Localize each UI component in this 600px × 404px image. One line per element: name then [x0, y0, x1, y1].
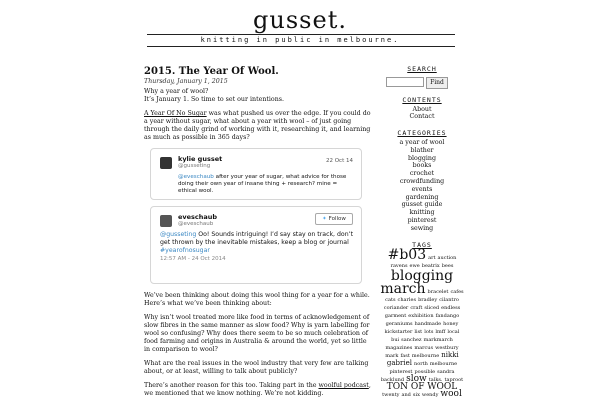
tweet-avatar[interactable] [160, 215, 172, 227]
tag-link[interactable]: bradley [418, 297, 438, 304]
category-link[interactable]: pinterest [407, 216, 437, 224]
tag-link[interactable]: possible [414, 369, 436, 376]
category-link[interactable]: crowdfunding [399, 177, 445, 185]
intro-line-2: It’s January 1. So time to set our intentions. [144, 96, 285, 103]
tag-link[interactable]: backlund [380, 377, 405, 384]
category-link[interactable]: sewing [410, 224, 434, 232]
contents-heading: CONTENTS [402, 95, 442, 104]
post-paragraph-4: What are the real issues in the wool industry that very few are talking about, or at least, willing to talk about publicly? [144, 360, 369, 375]
post-intro [144, 88, 372, 104]
tag-link[interactable]: wool [440, 389, 462, 400]
tweet-author-name[interactable]: kylie gusset [178, 155, 223, 163]
tag-link[interactable]: lmff [435, 329, 446, 336]
sidebar [380, 66, 464, 399]
tag-link[interactable]: magazines [385, 345, 413, 352]
tag-link[interactable]: nikki [441, 351, 459, 360]
tags-heading: TAGS [412, 240, 432, 249]
tag-link[interactable]: melbourne [411, 353, 440, 360]
tweet-author-name[interactable]: eveschaub [178, 213, 218, 221]
post-paragraph-1 [144, 110, 372, 142]
tag-link[interactable]: twenty [382, 392, 400, 399]
post-paragraph-3: Why isn’t wool treated more like food in terms of acknowledgement of slow fibres in the same manner as slow food? Why is yarn labelling for wool so confusing? Why does there seem to be so much celebration of food farming and origins in Australia & around the world, yet so little in comparison to wool? [144, 314, 370, 353]
tag-link[interactable]: art [428, 255, 436, 262]
search-form [380, 77, 464, 87]
tweet-mention[interactable]: @eveschaub [178, 174, 214, 180]
tag-link[interactable]: endless [441, 305, 461, 312]
tag-link[interactable]: march [380, 281, 426, 298]
embedded-tweet-2[interactable] [150, 206, 362, 284]
tag-link[interactable]: list [414, 329, 423, 336]
category-link[interactable]: gardening [405, 193, 439, 201]
tag-link[interactable]: melbourne [429, 361, 458, 368]
search-heading: SEARCH [407, 65, 437, 73]
tag-link[interactable]: north [413, 361, 428, 368]
woolful-podcast-link[interactable]: woolful podcast [318, 382, 369, 389]
tag-link[interactable]: lots [424, 329, 434, 336]
post-paragraph-5 [144, 382, 372, 398]
tag-link[interactable]: coriander [383, 305, 409, 312]
twitter-bird-icon: ✦ [322, 216, 327, 222]
tag-link[interactable]: talks. [428, 377, 443, 384]
site-tagline: knitting in public in melbourne. [200, 36, 400, 44]
paragraph-5-start: There’s another reason for this too. Taking part in the [144, 382, 319, 389]
tag-link[interactable]: cafes [450, 289, 464, 296]
tag-link[interactable]: ravens [390, 263, 408, 270]
tag-link[interactable]: handmade [414, 321, 442, 328]
contents-link-contact[interactable]: Contact [409, 113, 435, 121]
tweet-text: Oo! Sounds intriguing! I’d say stay on track, don’t get thrown by the inevitable mistakes, keep a blog or journal [160, 231, 354, 246]
tag-link[interactable]: beatrix [421, 263, 440, 270]
tweet-mention[interactable]: @gusseting [160, 231, 197, 238]
tag-link[interactable]: slow [406, 374, 427, 385]
category-link[interactable]: crochet [409, 170, 435, 178]
tag-link[interactable]: blogging [390, 268, 454, 285]
tag-link[interactable]: exhibition [408, 313, 434, 320]
site-title[interactable]: gusset. [253, 6, 347, 34]
paragraph-1-text: was what pushed us over the edge. If you could do a year without sugar, what about a year with wool – of just going through the daily grind of working with it, researching it, and learning as much as possible in 365 days? [144, 110, 371, 141]
category-link[interactable]: knitting [409, 209, 435, 217]
category-link[interactable]: books [412, 162, 432, 170]
tag-link[interactable]: markmarch [423, 337, 453, 344]
header-rule-top [147, 34, 455, 35]
tag-link[interactable]: wendy [421, 392, 439, 399]
contents-link-about[interactable]: About [412, 105, 432, 113]
tweet-body [178, 174, 353, 196]
follow-label: Follow [328, 216, 346, 222]
tag-link[interactable]: bees [441, 263, 454, 270]
tweet-text: after your year of sugar, what advice for those doing their own year of insane thing + research? mine = ethical wool. [178, 174, 347, 195]
tag-link[interactable]: pinterest [389, 369, 413, 376]
post-paragraph-2: We’ve been thinking about doing this wool thing for a year for a while. Here’s what we’ve been thinking about: [144, 292, 370, 307]
tweet-timestamp[interactable]: 12:57 AM - 24 Oct 2014 [160, 256, 226, 262]
category-link[interactable]: blather [410, 146, 434, 154]
tag-link[interactable]: kickstarter [384, 329, 413, 336]
tag-link[interactable]: garment [384, 313, 407, 320]
intro-line-1: Why a year of wool? [144, 88, 209, 95]
tag-link[interactable]: fandango [435, 313, 460, 320]
paragraph-5-end: , we mentioned that we know nothing. We’re not kidding. [144, 382, 371, 397]
tag-link[interactable]: six [412, 392, 420, 399]
tweet-avatar[interactable] [160, 157, 172, 169]
tag-link[interactable]: charles [397, 297, 417, 304]
site-header [0, 0, 600, 52]
category-link[interactable]: events [411, 185, 433, 193]
search-button[interactable]: Find [426, 77, 448, 89]
follow-button[interactable] [315, 213, 353, 225]
tag-link[interactable]: TON OF WOOL [386, 382, 458, 393]
categories-heading: CATEGORIES [397, 129, 447, 138]
category-link[interactable]: gusset guide [401, 201, 443, 209]
tag-link[interactable]: taproot [444, 377, 464, 384]
search-input[interactable] [386, 77, 424, 87]
tag-link[interactable]: westbury [435, 345, 459, 352]
post-date: Thursday, January 1, 2015 [144, 78, 228, 85]
tag-link[interactable]: #b03 [387, 247, 427, 264]
embedded-tweet-1[interactable] [150, 148, 362, 200]
tag-link[interactable]: geraniums [385, 321, 413, 328]
tag-link[interactable]: gabriel [386, 359, 412, 368]
tag-link[interactable]: mark [385, 353, 399, 360]
contents-list [380, 106, 464, 122]
tag-link[interactable]: bui [391, 337, 400, 344]
tag-link[interactable]: auction [437, 255, 457, 262]
tag-link[interactable]: marcus [414, 345, 434, 352]
post-title[interactable]: 2015. The Year Of Wool. [144, 66, 279, 77]
tweet-hashtag[interactable]: #yearofnosugar [160, 247, 210, 254]
tag-link[interactable]: craft [410, 305, 423, 312]
tweet-author-handle[interactable]: @gusseting [178, 163, 211, 169]
category-link[interactable]: a year of wool [399, 138, 445, 146]
tag-link[interactable]: sandra [437, 369, 455, 376]
tag-link[interactable]: sanchez [401, 337, 422, 344]
category-link[interactable]: blogging [408, 154, 436, 162]
tweet-author-handle[interactable]: @eveschaub [178, 221, 214, 227]
post-content [144, 66, 372, 404]
tag-link[interactable]: cats [385, 297, 396, 304]
tag-link[interactable]: ewe [409, 263, 420, 270]
categories-list [380, 139, 464, 233]
tag-cloud [380, 249, 464, 399]
year-of-no-sugar-link[interactable]: A Year Of No Sugar [144, 110, 207, 117]
tweet-body [160, 231, 355, 263]
tag-link[interactable]: bracelet [427, 289, 449, 296]
tweet-date[interactable]: 22 Oct 14 [325, 158, 353, 164]
tag-link[interactable]: fast [400, 353, 410, 360]
tag-link[interactable]: honey [443, 321, 459, 328]
tag-link[interactable]: cilantro [439, 297, 459, 304]
tag-link[interactable]: and [401, 392, 411, 399]
tag-link[interactable]: local [447, 329, 460, 336]
tag-link[interactable]: sliced [424, 305, 440, 312]
header-rule-bottom [147, 46, 455, 47]
